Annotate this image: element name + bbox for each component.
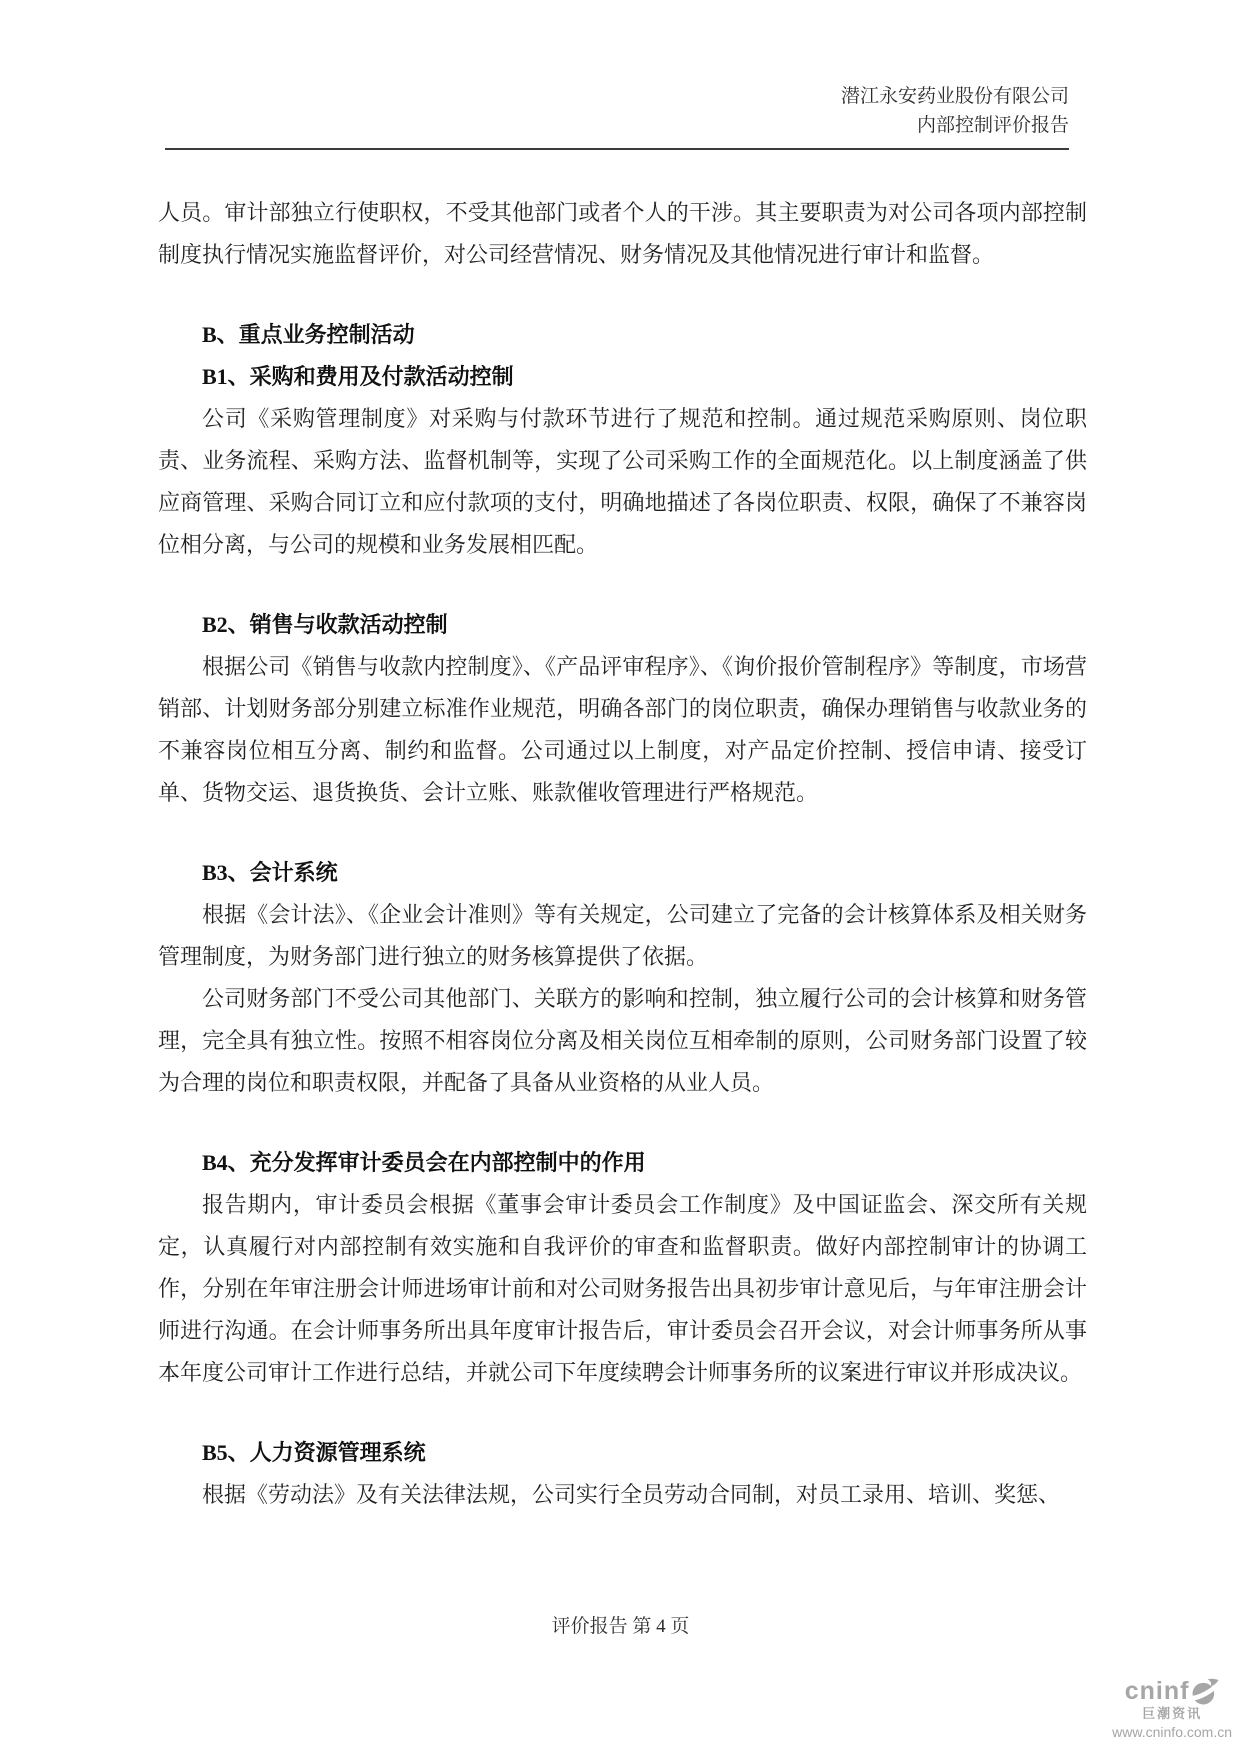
paragraph-b1: 公司《采购管理制度》对采购与付款环节进行了规范和控制。通过规范采购原则、岗位职责、业务流程、采购方法、监督机制等，实现了公司采购工作的全面规范化。以上制度涵盖了供应商管理、采购合同订立和应付款项的支付，明确地描述了各岗位职责、权限，确保了不兼容岗位相分离，与公司的规模和业务发展相匹配。 bbox=[158, 406, 1087, 557]
paragraph-b3-2: 公司财务部门不受公司其他部门、关联方的影响和控制，独立履行公司的会计核算和财务管理，完全具有独立性。按照不相容岗位分离及相关岗位互相牵制的原则，公司财务部门设置了较为合理的岗位和职责权限，并配备了具备从业资格的从业人员。 bbox=[158, 986, 1087, 1095]
cninfo-brand-text: cninf bbox=[1124, 1676, 1190, 1705]
company-name: 潜江永安药业股份有限公司 bbox=[840, 86, 1069, 107]
cninfo-logo bbox=[1112, 1678, 1232, 1740]
section-heading-b2: B2、销售与收款活动控制 bbox=[202, 612, 448, 637]
paragraph-intro-continuation: 人员。审计部独立行使职权，不受其他部门或者个人的干涉。其主要职责为对公司各项内部控制制度执行情况实施监督评价，对公司经营情况、财务情况及其他情况进行审计和监督。 bbox=[158, 200, 1087, 267]
section-heading-b4: B4、充分发挥审计委员会在内部控制中的作用 bbox=[202, 1150, 646, 1175]
page-number-label: 评价报告 第 4 页 bbox=[551, 1616, 690, 1637]
paragraph-b4: 报告期内，审计委员会根据《董事会审计委员会工作制度》及中国证监会、深交所有关规定，认真履行对内部控制有效实施和自我评价的审查和监督职责。做好内部控制审计的协调工作，分别在年审注册会计师进场审计前和对公司财务报告出具初步审计意见后，与年审注册会计师进行沟通。在会计师事务所出具年度审计报告后，审计委员会召开会议，对会计师事务所从事本年度公司审计工作进行总结，并就公司下年度续聘会计师事务所的议案进行审议并形成决议。 bbox=[158, 1192, 1087, 1385]
page-footer bbox=[0, 1611, 1241, 1638]
report-title: 内部控制评价报告 bbox=[916, 115, 1069, 136]
document-body bbox=[0, 150, 1241, 1516]
cninfo-site-name: 巨潮资讯 bbox=[1142, 1706, 1203, 1722]
globe-swoosh-icon bbox=[1192, 1678, 1219, 1705]
section-heading-b3: B3、会计系统 bbox=[202, 860, 338, 885]
paragraph-b3-1: 根据《会计法》、《企业会计准则》等有关规定，公司建立了完备的会计核算体系及相关财务管理制度，为财务部门进行独立的财务核算提供了依据。 bbox=[158, 902, 1087, 969]
paragraph-b5: 根据《劳动法》及有关法律法规，公司实行全员劳动合同制，对员工录用、培训、奖惩、 bbox=[202, 1482, 1061, 1507]
section-heading-b5: B5、人力资源管理系统 bbox=[202, 1440, 426, 1465]
cninfo-logo-top bbox=[1125, 1678, 1220, 1706]
page-header bbox=[0, 0, 1241, 140]
section-heading-b1: B1、采购和费用及付款活动控制 bbox=[202, 364, 514, 389]
paragraph-b2: 根据公司《销售与收款内控制度》、《产品评审程序》、《询价报价管制程序》等制度，市场营销部、计划财务部分别建立标准作业规范，明确各部门的岗位职责，确保办理销售与收款业务的不兼容岗位相互分离、制约和监督。公司通过以上制度，对产品定价控制、授信申请、接受订单、货物交运、退货换货、会计立账、账款催收管理进行严格规范。 bbox=[158, 654, 1087, 805]
cninfo-site-url: www.cninfo.com.cn bbox=[1112, 1723, 1232, 1740]
section-heading-b: B、重点业务控制活动 bbox=[202, 322, 415, 347]
